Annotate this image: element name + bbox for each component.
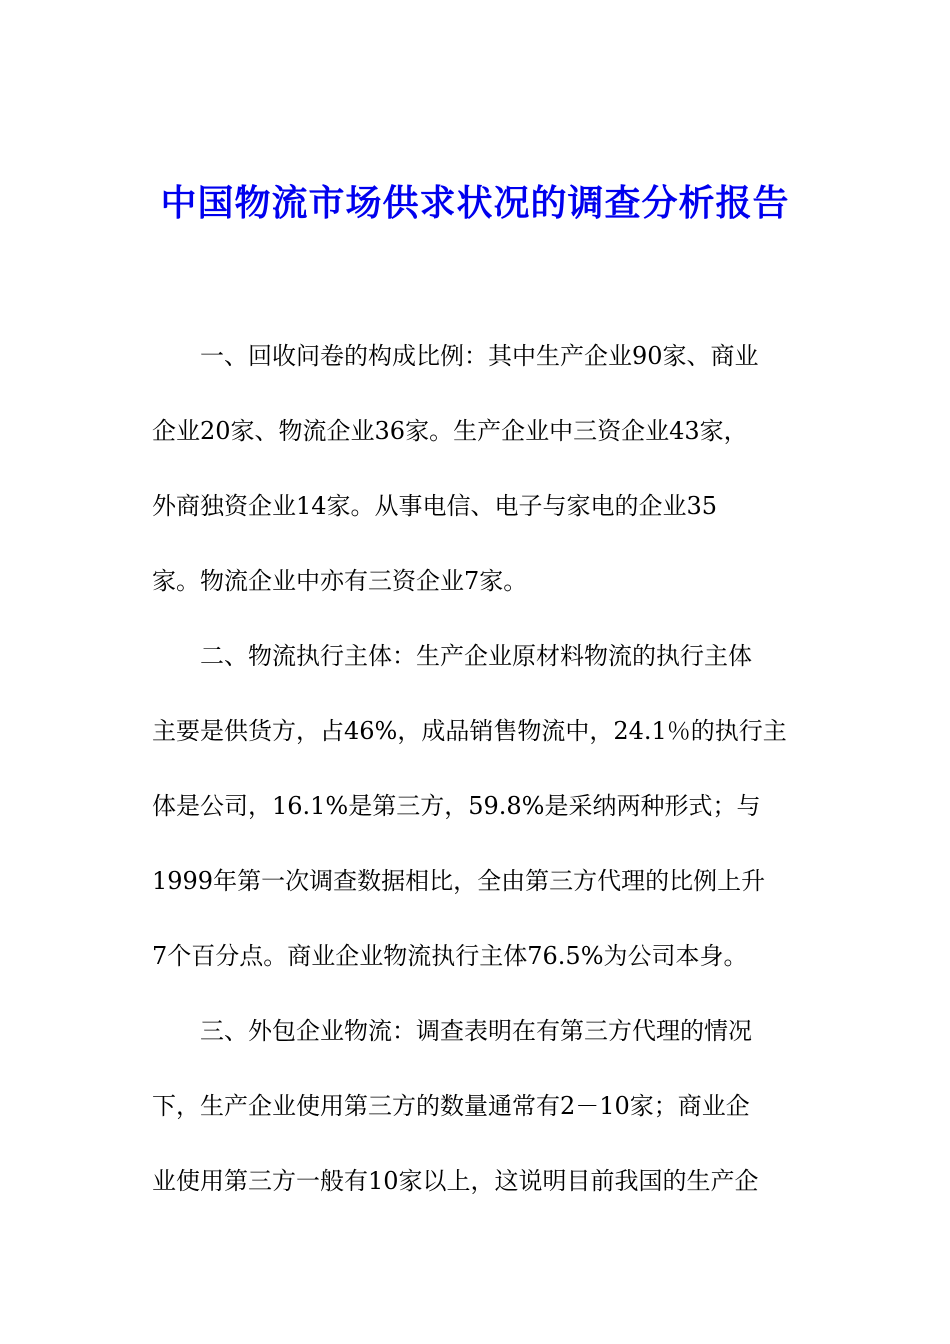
paragraph-2-line-2: 主要是供货方，占46%，成品销售物流中，24.1％的执行主 [152, 717, 787, 745]
paragraph-2-line-1: 二、物流执行主体：生产企业原材料物流的执行主体 [200, 642, 752, 670]
paragraph-1-line-4: 家。物流企业中亦有三资企业7家。 [152, 567, 528, 595]
paragraph-1-line-3: 外商独资企业14家。从事电信、电子与家电的企业35 [152, 492, 718, 520]
document-body [152, 328, 812, 1228]
paragraph-1-line-1: 一、回收问卷的构成比例：其中生产企业90家、商业 [200, 342, 759, 370]
paragraph-3-line-3: 业使用第三方一般有10家以上，这说明目前我国的生产企 [152, 1167, 759, 1195]
paragraph-3-line-2: 下，生产企业使用第三方的数量通常有2－10家；商业企 [152, 1092, 750, 1120]
document-title: 中国物流市场供求状况的调查分析报告 [160, 182, 790, 224]
paragraph-2-line-5: 7个百分点。商业企业物流执行主体76.5%为公司本身。 [152, 942, 748, 970]
paragraph-1-line-2: 企业20家、物流企业36家。生产企业中三资企业43家， [152, 417, 748, 445]
paragraph-2-line-4: 1999年第一次调查数据相比，全由第三方代理的比例上升 [152, 867, 766, 895]
paragraph-3-line-1: 三、外包企业物流：调查表明在有第三方代理的情况 [200, 1017, 752, 1045]
paragraph-2-line-3: 体是公司，16.1%是第三方，59.8%是采纳两种形式；与 [152, 792, 761, 820]
